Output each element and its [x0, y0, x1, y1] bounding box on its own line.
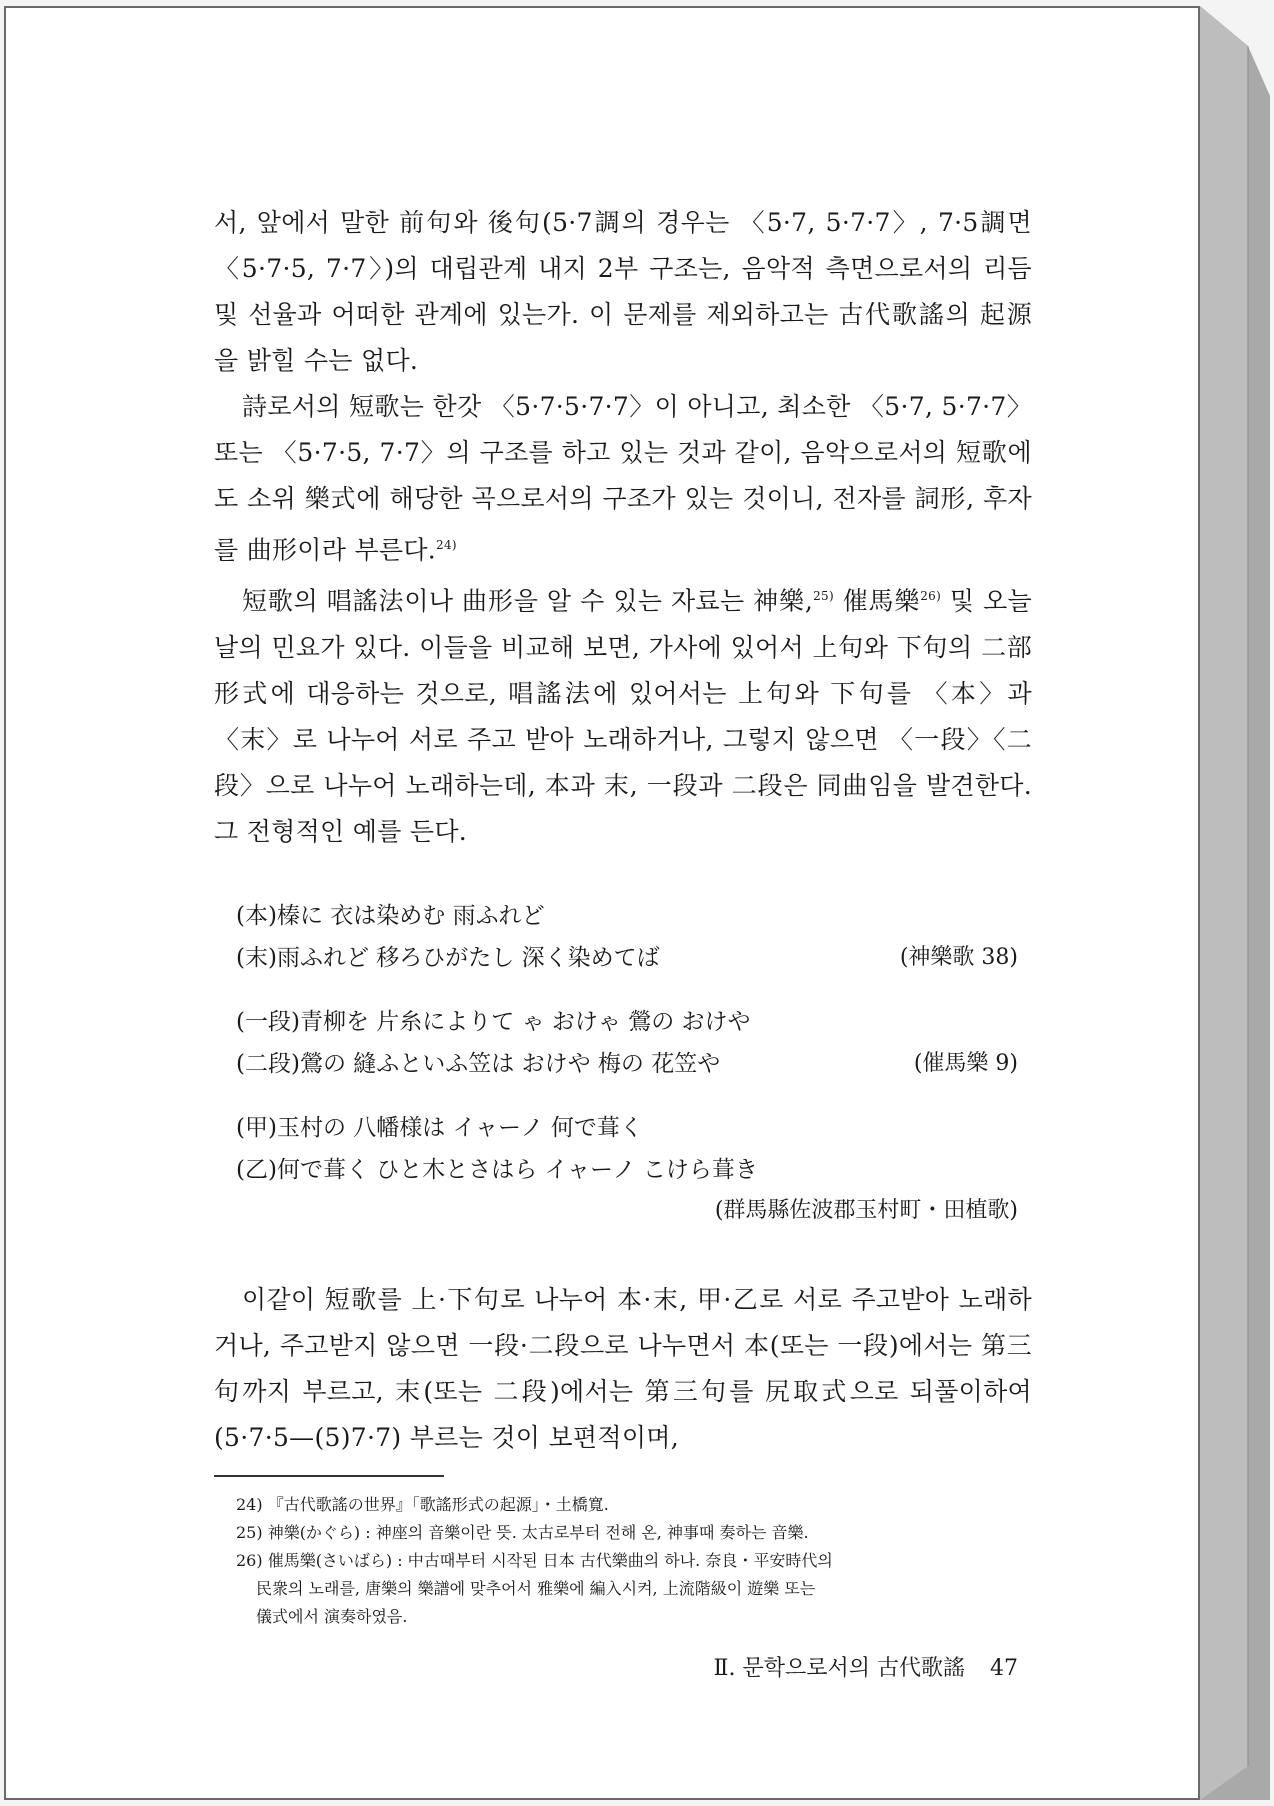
body-paragraph-1: 서, 앞에서 말한 前句와 後句(5·7調의 경우는 〈5·7, 5·7·7〉, 7·5調면 〈5·7·5, 7·7〉)의 대립관계 내지 2부 구조는, 음악적 측면으로서의 리듬 및 선율과 어떠한 관계에 있는가. 이 문제를 제외하고는 古代歌謠의 起源을 밝힐 수는 없다. [214, 208, 1032, 375]
citation-group-saibara [214, 1001, 1032, 1085]
footnote-26: 26) 催馬樂(さいばら) : 中古때부터 시작된 日本 古代樂曲의 하나. 奈良・平安時代의 [236, 1550, 833, 1570]
footnote-26-continued: 民衆의 노래를, 唐樂의 樂譜에 맞추어서 雅樂에 編入시켜, 上流階級이 遊樂 또는 [256, 1578, 816, 1598]
footnote-divider [214, 1475, 444, 1477]
citation-group-folksong [214, 1107, 1032, 1231]
running-head: Ⅱ. 문학으로서의 古代歌謠 [713, 1655, 965, 1681]
footnote-ref-25: 25) [813, 589, 834, 604]
footnote-24: 24) 『古代歌謠の世界』「歌謠形式の起源」・土橋寬. [236, 1494, 609, 1514]
citation-text: (甲)玉村の 八幡様は イャーノ 何で葺く [236, 1114, 643, 1141]
citation-text: (本)榛に 衣は染めむ 雨ふれど [236, 902, 545, 929]
citation-source: (催馬樂 9) [913, 1050, 1018, 1076]
song-citations [214, 895, 1032, 1231]
citation-line [214, 1149, 1032, 1191]
paragraph-2-text: 詩로서의 短歌는 한갓 〈5·7·5·7·7〉이 아니고, 최소한 〈5·7, 5·7·7〉 또는 〈5·7·5, 7·7〉의 구조를 하고 있는 것과 같이, 음악으로서의 短歌에도 소위 樂式에 해당한 곡으로서의 구조가 있는 것이니, 전자를 詞形, 후자를 曲形이라 부른다. [214, 392, 1032, 565]
citation-text: (末)雨ふれど 移ろひがたし 深く染めてば [236, 944, 660, 971]
footnote-ref-26: 26) [920, 589, 942, 604]
citation-line [214, 895, 1032, 937]
paragraph-3-part-a: 短歌의 唱謠法이나 曲形을 알 수 있는 자료는 神樂, [242, 586, 814, 616]
citation-line [214, 1001, 1032, 1043]
body-paragraph-4: 이같이 短歌를 上·下句로 나누어 本·末, 甲·乙로 서로 주고받아 노래하거나, 주고받지 않으면 一段·二段으로 나누면서 本(또는 一段)에서는 第三句까지 부르고, 末(또는 二段)에서는 第三句를 尻取式으로 되풀이하여(5·7·5—(5)7·7) 부르는 것이 보편적이며, [214, 1284, 1032, 1452]
citation-line [214, 1043, 1032, 1085]
citation-source: (神樂歌 38) [899, 944, 1018, 970]
citation-line [214, 937, 1032, 979]
paragraph-3-part-c: 및 오늘날의 민요가 있다. 이들을 비교해 보면, 가사에 있어서 上句와 下句의 二部形式에 대응하는 것으로, 唱謠法에 있어서는 上句와 下句를 〈本〉과 〈末〉로 나누어 서로 주고 받아 노래하거나, 그렇지 않으면 〈一段〉〈二段〉으로 나누어 노래하는데, 本과 末, 一段과 二段은 同曲임을 발견한다. 그 전형적인 예를 든다. [214, 586, 1032, 846]
footnote-ref-24: 24) [436, 538, 457, 552]
paragraph-3-part-b: 催馬樂 [833, 586, 921, 616]
citation-text: (一段)青柳を 片糸によりて ゃ おけゃ 鶯の おけや [236, 1008, 751, 1035]
page-content [214, 200, 1032, 1682]
citation-text: (乙)何で葺く ひと木とさはら イャーノ こけら葺き [236, 1156, 758, 1183]
footnote-25: 25) 神樂(かぐら) : 神座의 音樂이란 뜻. 太古로부터 전해 온, 神事때 奏하는 音樂. [236, 1522, 809, 1542]
body-paragraph-3 [214, 573, 1032, 854]
page-footer [214, 1651, 1032, 1682]
footnote-26-continued: 儀式에서 演奏하였음. [256, 1606, 408, 1626]
citation-text: (二段)鶯の 縫ふといふ笠は おけや 梅の 花笠や [236, 1050, 721, 1077]
citation-source: (群馬縣佐波郡玉村町・田植歌) [714, 1197, 1018, 1223]
citation-group-kagura [214, 895, 1032, 979]
citation-line [214, 1107, 1032, 1149]
book-spine-edge [1200, 6, 1270, 1800]
page-number: 47 [990, 1655, 1018, 1681]
body-paragraph-2 [214, 384, 1032, 573]
